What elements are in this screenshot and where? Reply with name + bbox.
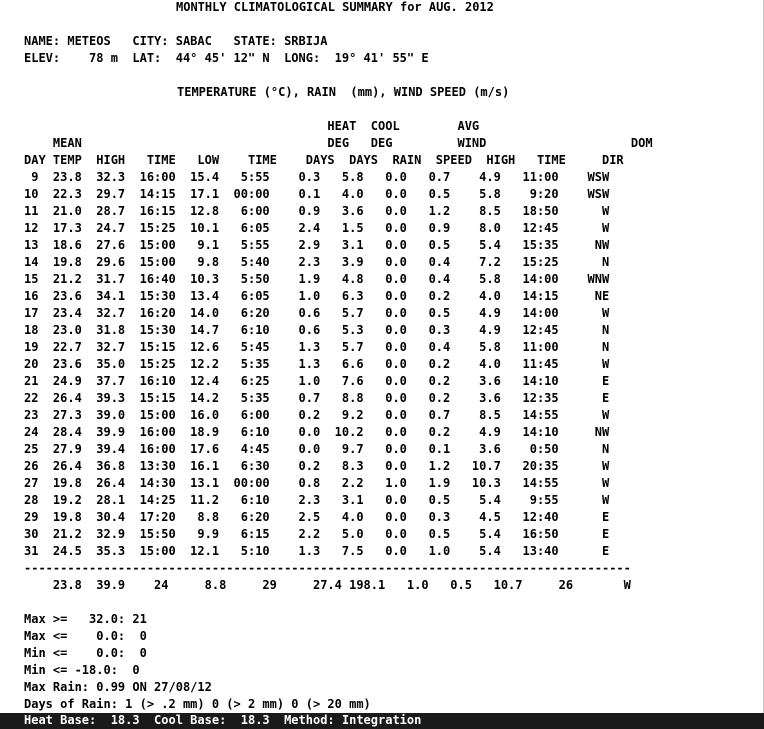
table-row: 14 19.8 29.6 15:00 9.8 5:40 2.3 3.9 0.0 0.4 7.2 15:25 N (24, 255, 610, 269)
table-row: 15 21.2 31.7 16:40 10.3 5:50 1.9 4.8 0.0 0.4 5.8 14:00 WNW (24, 272, 610, 286)
table-row: 21 24.9 37.7 16:10 12.4 6:25 1.0 7.6 0.0 0.2 3.6 14:10 E (24, 374, 610, 388)
stat-min-le-zero: Min <= 0.0: 0 (24, 646, 147, 660)
table-row: 10 22.3 29.7 14:15 17.1 00:00 0.1 4.0 0.0 0.5 5.8 9:20 WSW (24, 187, 610, 201)
table-row: 26 26.4 36.8 13:30 16.1 6:30 0.2 8.3 0.0 1.2 10.7 20:35 W (24, 459, 610, 473)
stat-max-le: Max <= 0.0: 0 (24, 629, 147, 643)
table-row: 13 18.6 27.6 15:00 9.1 5:55 2.9 3.1 0.0 0.5 5.4 15:35 NW (24, 238, 610, 252)
table-row: 16 23.6 34.1 15:30 13.4 6:05 1.0 6.3 0.0 0.2 4.0 14:15 NE (24, 289, 610, 303)
table-row: 9 23.8 32.3 16:00 15.4 5:55 0.3 5.8 0.0 0.7 4.9 11:00 WSW (24, 170, 610, 184)
table-row: 31 24.5 35.3 15:00 12.1 5:10 1.3 7.5 0.0 1.0 5.4 13:40 E (24, 544, 610, 558)
table-separator: ------------------------------------------------------------------------------------ (24, 561, 631, 575)
table-row: 23 27.3 39.0 15:00 16.0 6:00 0.2 9.2 0.0 0.7 8.5 14:55 W (24, 408, 610, 422)
units-line: TEMPERATURE (°C), RAIN (mm), WIND SPEED (m/s) (177, 85, 510, 99)
table-row: 25 27.9 39.4 16:00 17.6 4:45 0.0 9.7 0.0 0.1 3.6 0:50 N (24, 442, 610, 456)
status-bar-text: Heat Base: 18.3 Cool Base: 18.3 Method: Integration (24, 713, 422, 727)
table-row: 29 19.8 30.4 17:20 8.8 6:20 2.5 4.0 0.0 0.3 4.5 12:40 E (24, 510, 610, 524)
summary-row: 23.8 39.9 24 8.8 29 27.4 198.1 1.0 0.5 10.7 26 W (24, 578, 631, 592)
table-row: 24 28.4 39.9 16:00 18.9 6:10 0.0 10.2 0.0 0.2 4.9 14:10 NW (24, 425, 610, 439)
stat-days-of-rain: Days of Rain: 1 (> .2 mm) 0 (> 2 mm) 0 (> 20 mm) (24, 697, 371, 711)
report-title: MONTHLY CLIMATOLOGICAL SUMMARY for AUG. 2012 (176, 0, 494, 14)
stat-max-rain: Max Rain: 0.99 ON 27/08/12 (24, 680, 212, 694)
table-row: 18 23.0 31.8 15:30 14.7 6:10 0.6 5.3 0.0 0.3 4.9 12:45 N (24, 323, 610, 337)
table-row: 30 21.2 32.9 15:50 9.9 6:15 2.2 5.0 0.0 0.5 5.4 16:50 E (24, 527, 610, 541)
table-header-line-2: MEAN DEG DEG WIND DOM (24, 136, 653, 150)
station-name-line: NAME: METEOS CITY: SABAC STATE: SRBIJA (24, 34, 328, 48)
table-header-line-1: HEAT COOL AVG (24, 119, 480, 133)
table-row: 12 17.3 24.7 15:25 10.1 6:05 2.4 1.5 0.0 0.9 8.0 12:45 W (24, 221, 610, 235)
table-header-line-3: DAY TEMP HIGH TIME LOW TIME DAYS DAYS RAIN SPEED HIGH TIME DIR (24, 153, 624, 167)
status-bar (0, 713, 764, 729)
station-location-line: ELEV: 78 m LAT: 44° 45' 12" N LONG: 19° 41' 55" E (24, 51, 429, 65)
table-row: 28 19.2 28.1 14:25 11.2 6:10 2.3 3.1 0.0 0.5 5.4 9:55 W (24, 493, 610, 507)
table-row: 20 23.6 35.0 15:25 12.2 5:35 1.3 6.6 0.0 0.2 4.0 11:45 W (24, 357, 610, 371)
table-row: 19 22.7 32.7 15:15 12.6 5:45 1.3 5.7 0.0 0.4 5.8 11:00 N (24, 340, 610, 354)
table-row: 17 23.4 32.7 16:20 14.0 6:20 0.6 5.7 0.0 0.5 4.9 14:00 W (24, 306, 610, 320)
table-row: 22 26.4 39.3 15:15 14.2 5:35 0.7 8.8 0.0 0.2 3.6 12:35 E (24, 391, 610, 405)
stat-max-ge: Max >= 32.0: 21 (24, 612, 147, 626)
table-row: 27 19.8 26.4 14:30 13.1 00:00 0.8 2.2 1.0 1.9 10.3 14:55 W (24, 476, 610, 490)
stat-min-le-minus18: Min <= -18.0: 0 (24, 663, 140, 677)
table-row: 11 21.0 28.7 16:15 12.8 6:00 0.9 3.6 0.0 1.2 8.5 18:50 W (24, 204, 610, 218)
